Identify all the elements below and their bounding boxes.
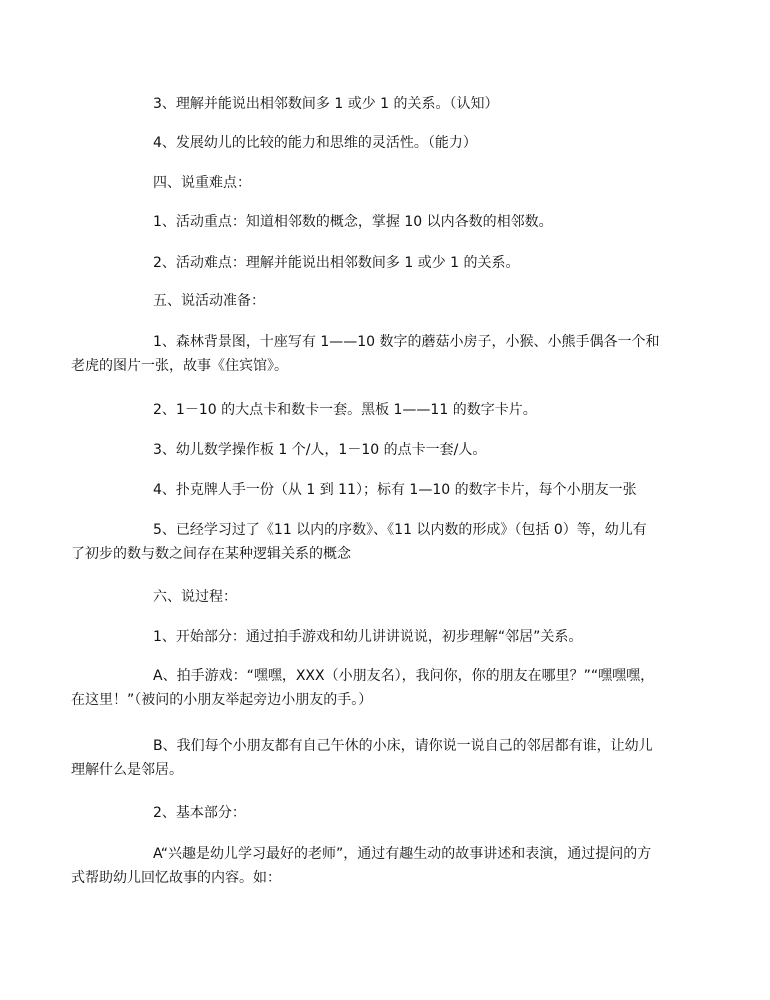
prep-4-line: 4、扑克牌人手一份（从 1 到 11）；标有 1—10 的数字卡片，每个小朋友一张	[153, 482, 637, 498]
heading-4-line: 四、说重难点：	[153, 175, 251, 191]
heading-preparation	[112, 289, 660, 313]
process-1a-line-2: 在这里！”（被问的小朋友举起旁边小朋友的手。）	[71, 692, 373, 708]
process-1a-line-1: A、拍手游戏：“嘿嘿，XXX（小朋友名），我问你，你的朋友在哪里？”“嘿嘿嘿，	[153, 668, 655, 684]
prep-5-line-2: 了初步的数与数之间存在某种逻辑关系的概念	[71, 546, 351, 562]
prep-5-line-1: 5、已经学习过了《11 以内的序数》、《11 以内数的形成》（包括 0）等，幼儿有	[153, 522, 647, 538]
process-2a-paragraph	[71, 842, 660, 890]
prep-4-paragraph	[112, 478, 660, 502]
process-2-paragraph	[112, 801, 660, 825]
prep-5-paragraph	[71, 518, 660, 566]
process-1-paragraph	[112, 625, 660, 649]
prep-3-paragraph	[112, 438, 660, 462]
goal-4-line: 4、发展幼儿的比较的能力和思维的灵活性。（能力）	[153, 135, 477, 151]
key-point-paragraph	[112, 210, 660, 234]
prep-3-line: 3、幼儿数学操作板 1 个/人，1－10 的点卡一套/人。	[153, 442, 487, 458]
process-1-line: 1、开始部分：通过拍手游戏和幼儿讲讲说说，初步理解“邻居”关系。	[153, 629, 583, 645]
goal-3-line: 3、理解并能说出相邻数间多 1 或少 1 的关系。（认知）	[153, 96, 499, 112]
prep-1-paragraph	[71, 330, 660, 378]
prep-2-paragraph	[112, 398, 660, 422]
prep-2-line: 2、1－10 的大点卡和数卡一套。黑板 1——11 的数字卡片。	[153, 402, 537, 418]
difficult-point-line: 2、活动难点：理解并能说出相邻数间多 1 或少 1 的关系。	[153, 255, 520, 271]
process-2-line: 2、基本部分：	[153, 805, 246, 821]
process-1b-paragraph	[71, 734, 660, 782]
process-1b-line-2: 理解什么是邻居。	[71, 762, 183, 778]
goal-3-paragraph	[112, 92, 660, 116]
key-point-line: 1、活动重点：知道相邻数的概念，掌握 10 以内各数的相邻数。	[153, 214, 553, 230]
prep-1-line-1: 1、森林背景图，十座写有 1——10 数字的蘑菇小房子，小猴、小熊手偶各一个和	[153, 334, 660, 350]
heading-5-line: 五、说活动准备：	[153, 293, 265, 309]
process-1b-line-1: B、我们每个小朋友都有自己午休的小床，请你说一说自己的邻居都有谁，让幼儿	[153, 738, 653, 754]
process-2a-line-1: A“兴趣是幼儿学习最好的老师”，通过有趣生动的故事讲述和表演，通过提问的方	[153, 846, 652, 862]
heading-key-difficult-points	[112, 171, 660, 195]
heading-process	[112, 585, 660, 609]
process-1a-paragraph	[71, 664, 660, 712]
goal-4-paragraph	[112, 131, 660, 155]
heading-6-line: 六、说过程：	[153, 589, 237, 605]
difficult-point-paragraph	[112, 251, 660, 275]
process-2a-line-2: 式帮助幼儿回忆故事的内容。如：	[71, 870, 281, 886]
prep-1-line-2: 老虎的图片一张，故事《住宾馆》。	[71, 358, 288, 374]
